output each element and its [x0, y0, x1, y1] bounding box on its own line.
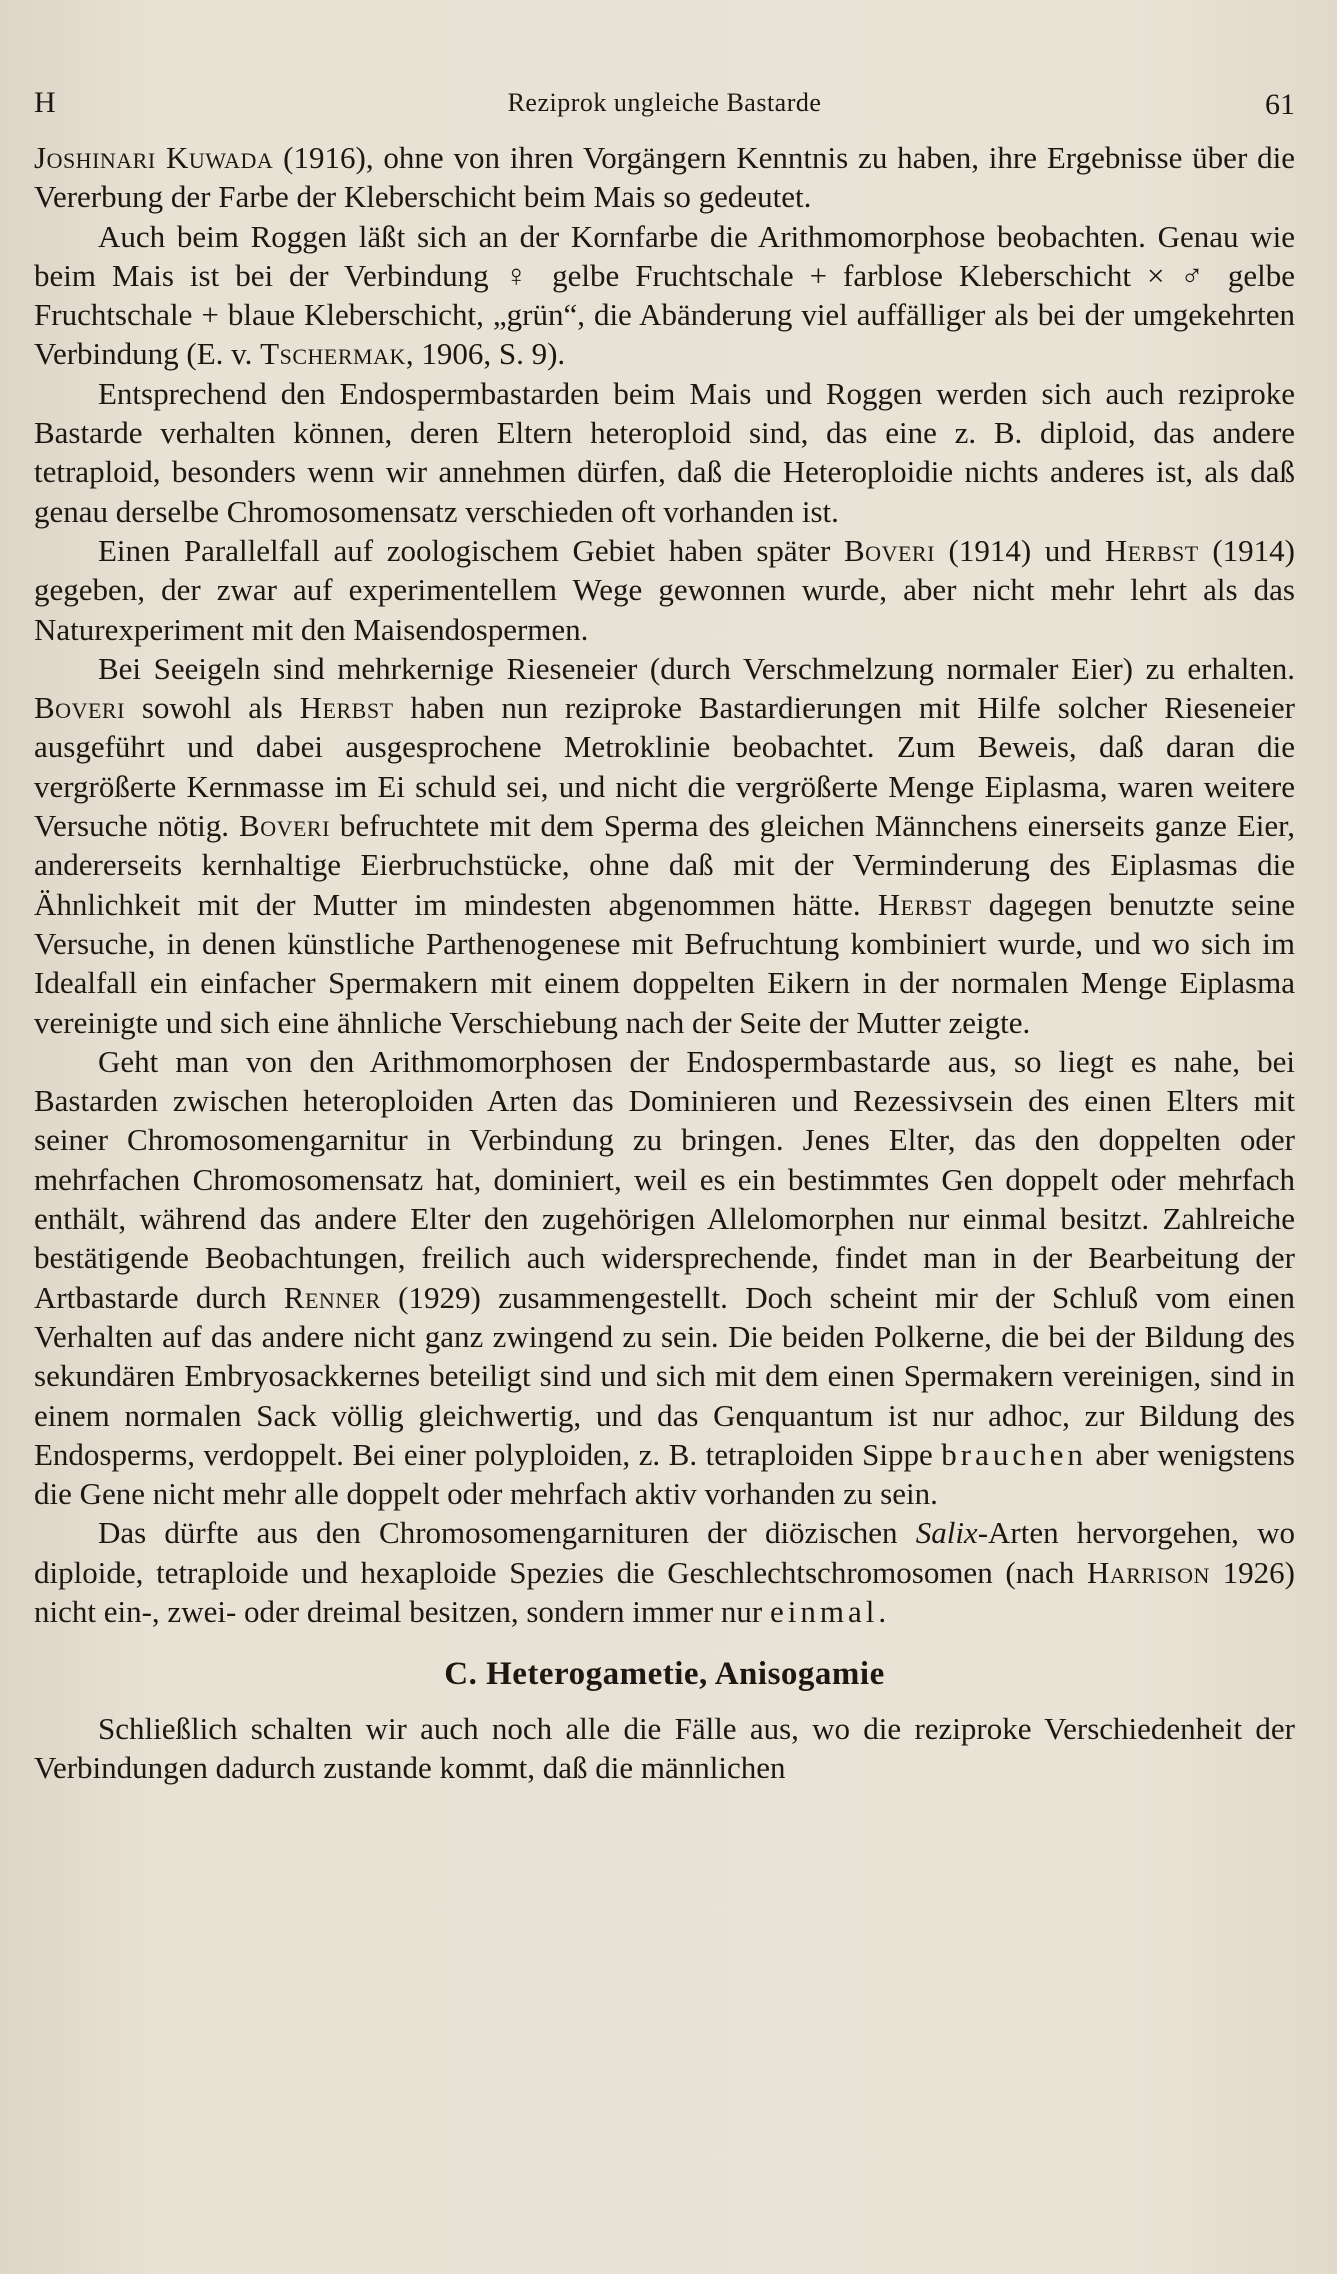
- paragraph-text: haben nun reziproke Bastardierungen mit Hilfe solcher Rieseneier ausgeführt und dabei ausgesprochene Metroklinie beobachtet. Zum Beweis, daß daran die vergrößerte Kernmasse im Ei schuld sei, und nicht die vergrößerte Menge Eiplasma, waren weitere Versuche nötig.: [34, 690, 1296, 844]
- paragraph-text: sowohl als: [124, 690, 300, 726]
- paragraph-text: Auch beim Roggen läßt sich an der Kornfarbe die Arithmomorphose beobachten. Genau wie beim Mais ist bei der Verbindung ♀ gelbe Fruchtschale + farblose Kleberschicht × ♂ gelbe Fruchtschale + blaue Kleberschicht, „grün“, die Abänderung viel auffälliger als bei der umgekehrten Verbindung (E. v.: [34, 218, 1295, 372]
- section-marker: H: [34, 86, 56, 119]
- paragraph-text: 1926) nicht ein-, zwei- oder dreimal besitzen, sondern immer nur: [34, 1554, 1295, 1629]
- running-head: [34, 78, 1295, 138]
- author-name: Boveri: [844, 532, 935, 568]
- paragraph-text: Geht man von den Arithmomorphosen der Endospermbastarde aus, so liegt es nahe, bei Bastarden zwischen heteroploiden Arten das Dominieren und Rezessivsein des einen Elters mit seiner Chromosomengarnitur in Verbindung zu bringen. Jenes Elter, das den doppelten oder mehrfachen Chromosomensatz hat, dominiert, weil es ein bestimmtes Gen doppelt oder mehrfach enthält, während das andere Elter den zugehörigen Allelomorphen nur einmal besitzt. Zahlreiche bestätigende Beobachtungen, freilich auch widersprechende, findet man in der Bearbeitung der Artbastarde durch: [34, 1043, 1295, 1315]
- paragraph-text: .: [878, 1593, 887, 1629]
- paragraph: [34, 138, 1295, 217]
- page-number: 61: [1265, 88, 1295, 121]
- paragraph-text: (1914) gegeben, der zwar auf experimentellem Wege gewonnen wurde, aber nicht mehr lehrt als das Naturexperiment mit den Maisendospermen.: [34, 532, 1295, 647]
- paragraph-text: Das dürfte aus den Chromosomengarnituren der diözischen: [98, 1515, 916, 1551]
- running-title: Reziprok ungleiche Bastarde: [507, 88, 822, 117]
- paragraph-text: -Arten hervorgehen, wo diploide, tetraploide und hexaploide Spezies die Geschlechtschromosomen (nach: [34, 1515, 1295, 1590]
- author-name: Joshinari Kuwada: [34, 140, 274, 175]
- author-name: Harrison: [1086, 1554, 1210, 1590]
- paragraph-text: (1914) und: [934, 532, 1105, 568]
- author-name: Tschermak: [260, 336, 406, 372]
- spaced-emphasis: einmal: [770, 1593, 879, 1629]
- paragraph-text: Schließlich schalten wir auch noch alle die Fälle aus, wo die reziproke Verschiedenheit der Verbindungen dadurch zustande kommt, daß die männlichen: [34, 1710, 1295, 1785]
- paragraph: [34, 1513, 1295, 1631]
- paragraph-text: , 1906, S. 9).: [405, 336, 566, 372]
- paragraph-text: befruchtete mit dem Sperma des gleichen Männchens einerseits ganze Eier, andererseits kernhaltige Eierbruchstücke, ohne daß mit der Verminderung des Eiplasmas die Ähnlichkeit mit der Mutter im mindesten abgenommen hätte.: [34, 808, 1295, 922]
- paragraph: [34, 1709, 1295, 1788]
- paragraph: [34, 217, 1295, 374]
- author-name: Herbst: [877, 886, 972, 922]
- paragraph-text: (1929) zusammengestellt. Doch scheint mir der Schluß vom einen Verhalten auf das andere nicht ganz zwingend zu sein. Die beiden Polkerne, die bei der Bildung des sekundären Embryosackkernes beteiligt sind und sich mit dem einen Spermakern vereinigen, sind in einem normalen Sack völlig gleichwertig, und das Genquantum ist nur adhoc, zur Bildung des Endosperms, verdoppelt. Bei einer polyploiden, z. B. tetraploiden Sippe: [34, 1279, 1295, 1472]
- paragraph: [34, 374, 1295, 531]
- paragraph: [34, 531, 1295, 649]
- author-name: Herbst: [1104, 532, 1199, 568]
- author-name: Boveri: [239, 808, 330, 844]
- body-text: [34, 138, 1295, 1787]
- paragraph-text: Entsprechend den Endospermbastarden beim Mais und Roggen werden sich auch reziproke Bastarde verhalten können, deren Eltern heteroploid sind, das eine z. B. diploid, das andere tetraploid, besonders wenn wir annehmen dürfen, daß die Heteroploidie nichts anderes ist, als daß genau derselbe Chromosomensatz verschieden oft vorhanden ist.: [34, 375, 1295, 529]
- author-name: Herbst: [299, 690, 394, 726]
- section-heading: C. Heterogametie, Anisogamie: [444, 1656, 885, 1693]
- paragraph: [34, 1042, 1295, 1514]
- paragraph-text: (1916), ohne von ihren Vorgängern Kenntnis zu haben, ihre Ergebnisse über die Vererbung der Farbe der Kleberschicht beim Mais so gedeutet.: [34, 140, 1295, 215]
- author-name: Boveri: [34, 690, 125, 726]
- spaced-emphasis: brauchen: [941, 1436, 1087, 1472]
- paragraph-text: dagegen benutzte seine Versuche, in denen künstliche Parthenogenese mit Befruchtung kombiniert wurde, und wo sich im Idealfall ein einfacher Spermakern mit einem doppelten Eikern in der normalen Menge Eiplasma vereinigte und sich eine ähnliche Verschiebung nach der Seite der Mutter zeigte.: [34, 886, 1296, 1040]
- paragraph: [34, 649, 1295, 1042]
- genus-name: Salix: [915, 1515, 978, 1551]
- paragraph-text: Bei Seeigeln sind mehrkernige Rieseneier (durch Verschmelzung normaler Eier) zu erhalten.: [98, 650, 1295, 686]
- author-name: Renner: [283, 1279, 381, 1315]
- paragraph-text: aber wenigstens die Gene nicht mehr alle doppelt oder mehrfach aktiv vorhanden zu sein.: [34, 1436, 1295, 1512]
- paragraph-text: Einen Parallelfall auf zoologischem Gebiet haben später: [98, 532, 844, 568]
